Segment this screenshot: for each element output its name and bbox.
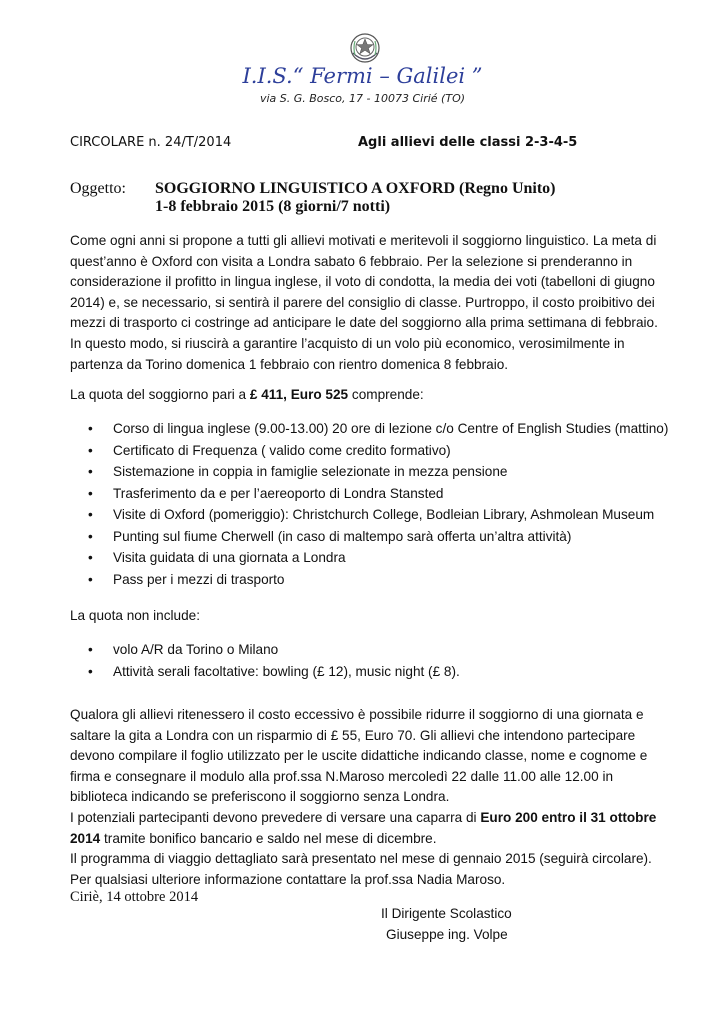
bullet-icon: • — [88, 485, 93, 501]
list-item-text: volo A/R da Torino o Milano — [113, 642, 279, 657]
list-item-text: Sistemazione in coppia in famiglie selezionate in mezza pensione — [113, 464, 508, 479]
list-item — [88, 639, 460, 661]
bullet-icon: • — [88, 642, 93, 657]
list-item — [88, 547, 668, 569]
list-item — [88, 661, 460, 683]
school-name: I.I.S.“ Fermi – Galilei ” — [242, 64, 483, 88]
bullet-icon: • — [88, 421, 93, 436]
not-included-list — [88, 639, 460, 682]
quota-suffix: comprende: — [348, 387, 424, 402]
school-address: via S. G. Bosco, 17 - 10073 Cirié (TO) — [259, 92, 466, 105]
quota-amount: £ 411, Euro 525 — [249, 387, 349, 402]
intro-paragraph: Come ogni anni si propone a tutti gli allievi motivati e meritevoli il soggiorno linguistico. La meta di quest’anno è Oxford con visita a Londra sabato 6 febbraio. Per la selezione si prenderanno in considerazione il profitto in lingua inglese, il voto di condotta, la media dei voti (tabelloni di giugno 2014) e, se necessario, si sentirà il parere del consiglio di classe. Purtroppo, il costo proibitivo dei mezzi di trasporto ci costringe ad anticipare le date del soggiorno alla prima settimana di febbraio. In questo modo, si riuscirà a garantire l’acquisto di un volo più economico, verosimilmente in partenza da Torino domenica 1 febbraio con rientro domenica 8 febbraio. — [70, 233, 658, 372]
bullet-icon: • — [88, 507, 93, 522]
list-item-text: Punting sul fiume Cherwell (in caso di maltempo sarà offerta un’altra attività) — [113, 528, 572, 544]
list-item-text: Pass per i mezzi di trasporto — [113, 571, 285, 587]
list-item — [88, 461, 668, 483]
circular-number: CIRCOLARE n. 24/T/2014 — [70, 135, 232, 150]
program-paragraph: Il programma di viaggio dettagliato sarà presentato nel mese di gennaio 2015 (seguirà circolare). — [70, 851, 652, 867]
deposit-suffix: tramite bonifico bancario e saldo nel mese di dicembre. — [100, 830, 437, 846]
list-item — [88, 483, 668, 505]
subject-title: SOGGIORNO LINGUISTICO A OXFORD (Regno Unito) — [155, 180, 556, 197]
list-item-text: Corso di lingua inglese (9.00-13.00) 20 ore di lezione c/o Centre of English Studies (mattino) — [113, 421, 669, 436]
deposit-prefix: I potenziali partecipanti devono prevedere di versare una caparra di — [70, 809, 481, 825]
reduction-paragraph: Qualora gli allievi ritenessero il costo eccessivo è possibile ridurre il soggiorno di una giornata e saltare la gita a Londra con un risparmio di £ 55, Euro 70. Gli allievi che intendono partecipare devono compilare il foglio utilizzato per le uscite didattiche indicando classe, nome e cognome e firma e consegnare il modulo alla prof.ssa N.Maroso mercoledì 22 dalle 11.00 alle 12.00 in biblioteca indicando se preferiscono il soggiorno senza Londra. — [70, 707, 648, 805]
quota-line — [70, 385, 662, 406]
signature-name: Giuseppe ing. Volpe — [386, 927, 508, 942]
closing-section — [70, 705, 662, 890]
list-item-text: Certificato di Frequenza ( valido come credito formativo) — [113, 442, 451, 458]
deposit-amount: Euro 200 entro il 31 ottobre 2014 — [70, 809, 657, 846]
list-item-text: Visite di Oxford (pomeriggio): Christchurch College, Bodleian Library, Ashmolean Museum — [113, 507, 655, 522]
quota-prefix: La quota del soggiorno pari a — [70, 387, 250, 402]
list-item — [88, 418, 668, 440]
bullet-icon: • — [88, 550, 93, 565]
signature-title: Il Dirigente Scolastico — [381, 906, 512, 921]
included-list — [88, 418, 668, 590]
circular-recipients: Agli allievi delle classi 2-3-4-5 — [358, 135, 578, 150]
bullet-icon: • — [88, 663, 93, 679]
italian-republic-emblem-icon — [349, 31, 381, 65]
bullet-icon: • — [88, 571, 93, 587]
bullet-icon: • — [88, 528, 93, 544]
deposit-paragraph — [70, 808, 662, 849]
bullet-icon: • — [88, 464, 93, 479]
list-item — [88, 526, 668, 548]
list-item-text: Attività serali facoltative: bowling (£ 12), music night (£ 8). — [113, 663, 460, 679]
subject-dates: 1-8 febbraio 2015 (8 giorni/7 notti) — [155, 198, 391, 215]
list-item-text: Trasferimento da e per l’aereoporto di Londra Stansted — [113, 485, 444, 501]
list-item — [88, 504, 668, 526]
bullet-icon: • — [88, 442, 93, 458]
list-item-text: Visita guidata di una giornata a Londra — [113, 550, 346, 565]
list-item — [88, 440, 668, 462]
not-included-heading: La quota non include: — [70, 608, 201, 623]
list-item — [88, 569, 668, 591]
date-place: Ciriè, 14 ottobre 2014 — [70, 889, 199, 905]
subject-label: Oggetto: — [70, 180, 126, 197]
info-paragraph: Per qualsiasi ulteriore informazione contattare la prof.ssa Nadia Maroso. — [70, 871, 506, 887]
